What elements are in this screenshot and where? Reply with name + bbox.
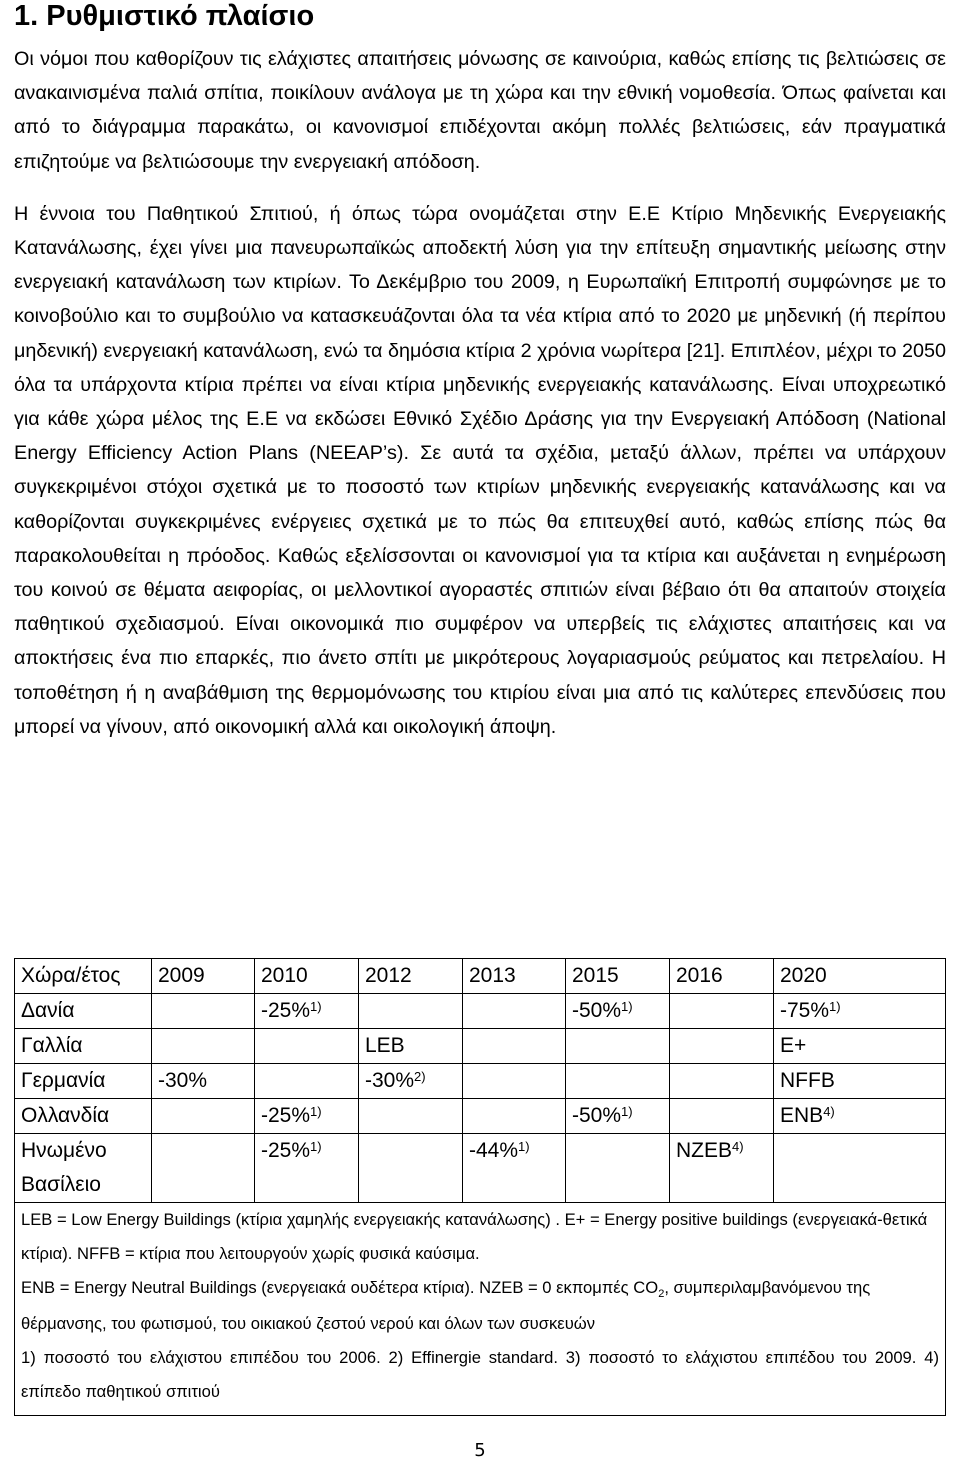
footnote-marker: 4) bbox=[732, 1139, 744, 1154]
table-row bbox=[15, 1029, 946, 1064]
country-cell: Ηνωμένο Βασίλειο bbox=[15, 1134, 152, 1203]
table-cell bbox=[774, 1134, 946, 1203]
table-cell bbox=[463, 1064, 566, 1099]
header-cell: 2012 bbox=[359, 959, 463, 994]
table-header-row bbox=[15, 959, 946, 994]
table-cell bbox=[255, 1029, 359, 1064]
table-cell bbox=[566, 1134, 670, 1203]
note-footnotes: 1) ποσοστό του ελάχιστου επιπέδου του 2006. 2) Effinergie standard. 3) ποσοστό το ελάχιστου επιπέδου του 2009. 4) επίπεδο παθητικού σπιτιού bbox=[21, 1348, 939, 1401]
note-enb-nzeb: ENB = Energy Neutral Buildings (ενεργειακά ουδέτερα κτίρια). NZEB = 0 εκπομπές $CO_2$, συμπεριλαμβανόμενου της θέρμανσης, του φωτισμού, του οικιακού ζεστού νερού και όλων των συσκευών bbox=[21, 1278, 871, 1333]
table-cell: -30%$^{2)}$ bbox=[359, 1064, 463, 1099]
footnote-marker: 1) bbox=[621, 999, 633, 1014]
page-number: 5 bbox=[474, 1440, 486, 1461]
note-abbreviations: LEB = Low Energy Buildings (κτίρια χαμηλής ενεργειακής κατανάλωσης) . E+ = Energy positive buildings (ενεργειακά-θετικά κτίρια). NFFB = κτίρια που λειτουργούν χωρίς φυσικά καύσιμα. bbox=[21, 1210, 928, 1263]
table-row bbox=[15, 1134, 946, 1203]
header-cell: 2010 bbox=[255, 959, 359, 994]
table-cell bbox=[670, 1029, 774, 1064]
table-cell bbox=[359, 1134, 463, 1203]
table-cell: LEB bbox=[359, 1029, 463, 1064]
table-cell bbox=[152, 1099, 255, 1134]
table-notes-row bbox=[15, 1203, 946, 1416]
paragraph-passive-house: Η έννοια του Παθητικού Σπιτιού, ή όπως τώρα ονομάζεται στην Ε.Ε Κτίριο Μηδενικής Ενεργειακής Κατανάλωσης, έχει γίνει μια πανευρωπαϊκώς αποδεκτή λύση για την επίτευξη σημαντικής μείωσης στην ενεργειακή κατανάλωση των κτιρίων. Το Δεκέμβριο του 2009, η Ευρωπαϊκή Επιτροπή συμφώνησε με το κοινοβούλιο και το συμβούλιο να κατασκευάζονται όλα τα νέα κτίρια από το 2020 με μηδενική (ή περίπου μηδενική) ενεργειακή κατανάλωση, ενώ τα δημόσια κτίρια 2 χρόνια νωρίτερα [21]. Επιπλέον, μέχρι το 2050 όλα τα υπάρχοντα κτίρια πρέπει να είναι κτίρια μηδενικής ενεργειακής κατανάλωσης. Είναι υποχρεωτικό για κάθε χώρα μέλος της Ε.Ε να εκδώσει Εθνικό Σχέδιο Δράσης για την Ενεργειακή Απόδοση (National Energy Efficiency Action Plans (NEEAP’s). Σε αυτά τα σχέδια, μεταξύ άλλων, πρέπει να υπάρχουν συγκεκριμένοι στόχοι σχετικά με το ποσοστό των κτιρίων μηδενικής ενεργειακής κατανάλωσης και να καθορίζονται συγκεκριμένες ενέργειες σχετικά με το πώς θα επιτευχθεί αυτό, καθώς επίσης πώς θα παρακολουθείται η πρόοδος. Καθώς εξελίσσονται οι κανονισμοί για τα κτίρια και αυξάνεται η ενημέρωση του κοινού σε θέματα αειφορίας, οι μελλοντικοί αγοραστές σπιτιών είναι βέβαιο ότι θα απαιτούν στοιχεία παθητικού σχεδιασμού. Είναι οικονομικά πιο συμφέρον να υπερβείς τις ελάχιστες απαιτήσεις και να αποκτήσεις ένα πιο επαρκές, πιο άνετο σπίτι με μικρότερους λογαριασμούς ρεύματος και πετρελαίου. Η τοποθέτηση ή η αναβάθμιση της θερμομόνωσης του κτιρίου είναι μια από τις καλύτερες επενδύσεις που μπορεί να γίνουν, από οικονομική αλλά και οικολογική άποψη. bbox=[14, 202, 946, 738]
table-cell: ENB$^{4)}$ bbox=[774, 1099, 946, 1134]
table-cell bbox=[463, 994, 566, 1029]
footnote-marker: 2) bbox=[414, 1069, 426, 1084]
table-row bbox=[15, 1099, 946, 1134]
table-cell: E+ bbox=[774, 1029, 946, 1064]
table-cell: -44%$^{1)}$ bbox=[463, 1134, 566, 1203]
table-cell: -50%$^{1)}$ bbox=[566, 1099, 670, 1134]
table-cell: NZEB$^{4)}$ bbox=[670, 1134, 774, 1203]
table-row bbox=[15, 994, 946, 1029]
header-cell: 2016 bbox=[670, 959, 774, 994]
table-cell bbox=[670, 994, 774, 1029]
footnote-marker: 1) bbox=[310, 999, 322, 1014]
table-notes bbox=[15, 1203, 946, 1416]
table-row bbox=[15, 1064, 946, 1099]
country-cell: Ολλανδία bbox=[15, 1099, 152, 1134]
header-cell: Χώρα/έτος bbox=[15, 959, 152, 994]
regulations-table bbox=[14, 958, 946, 1416]
paragraph-intro: Οι νόμοι που καθορίζουν τις ελάχιστες απαιτήσεις μόνωσης σε καινούρια, καθώς επίσης τις βελτιώσεις σε ανακαινισμένα παλιά σπίτια, ποικίλουν ανάλογα με τη χώρα και την εθνική νομοθεσία. Όπως φαίνεται και από το διάγραμμα παρακάτω, οι κανονισμοί επιδέχονται ακόμη πολλές βελτιώσεις, εάν πραγματικά επιζητούμε να βελτιώσουμε την ενεργειακή απόδοση. bbox=[14, 48, 946, 173]
table-cell bbox=[152, 994, 255, 1029]
table-cell bbox=[359, 1099, 463, 1134]
table-cell bbox=[152, 1029, 255, 1064]
table-cell bbox=[670, 1099, 774, 1134]
table-cell: -25%$^{1)}$ bbox=[255, 1099, 359, 1134]
footnote-marker: 1) bbox=[310, 1104, 322, 1119]
table-cell bbox=[463, 1099, 566, 1134]
table-cell: -75%$^{1)}$ bbox=[774, 994, 946, 1029]
country-cell: Γερμανία bbox=[15, 1064, 152, 1099]
footnote-marker: 1) bbox=[621, 1104, 633, 1119]
table-cell bbox=[255, 1064, 359, 1099]
table-cell: -25%$^{1)}$ bbox=[255, 994, 359, 1029]
country-cell: Γαλλία bbox=[15, 1029, 152, 1064]
footnote-marker: 1) bbox=[310, 1139, 322, 1154]
footnote-marker: 1) bbox=[829, 999, 841, 1014]
table-cell: -50%$^{1)}$ bbox=[566, 994, 670, 1029]
table-cell: -30% bbox=[152, 1064, 255, 1099]
table-cell bbox=[152, 1134, 255, 1203]
table-cell bbox=[359, 994, 463, 1029]
document-page bbox=[14, 0, 946, 1401]
table-cell: NFFB bbox=[774, 1064, 946, 1099]
header-cell: 2013 bbox=[463, 959, 566, 994]
header-cell: 2009 bbox=[152, 959, 255, 994]
footnote-marker: 4) bbox=[823, 1104, 835, 1119]
table-cell bbox=[463, 1029, 566, 1064]
table-cell bbox=[566, 1029, 670, 1064]
section-heading: 1. Ρυθμιστικό πλαίσιο bbox=[14, 0, 315, 32]
footnote-marker: 1) bbox=[518, 1139, 530, 1154]
table-cell: -25%$^{1)}$ bbox=[255, 1134, 359, 1203]
table-cell bbox=[566, 1064, 670, 1099]
header-cell: 2015 bbox=[566, 959, 670, 994]
country-cell: Δανία bbox=[15, 994, 152, 1029]
header-cell: 2020 bbox=[774, 959, 946, 994]
table-cell bbox=[670, 1064, 774, 1099]
